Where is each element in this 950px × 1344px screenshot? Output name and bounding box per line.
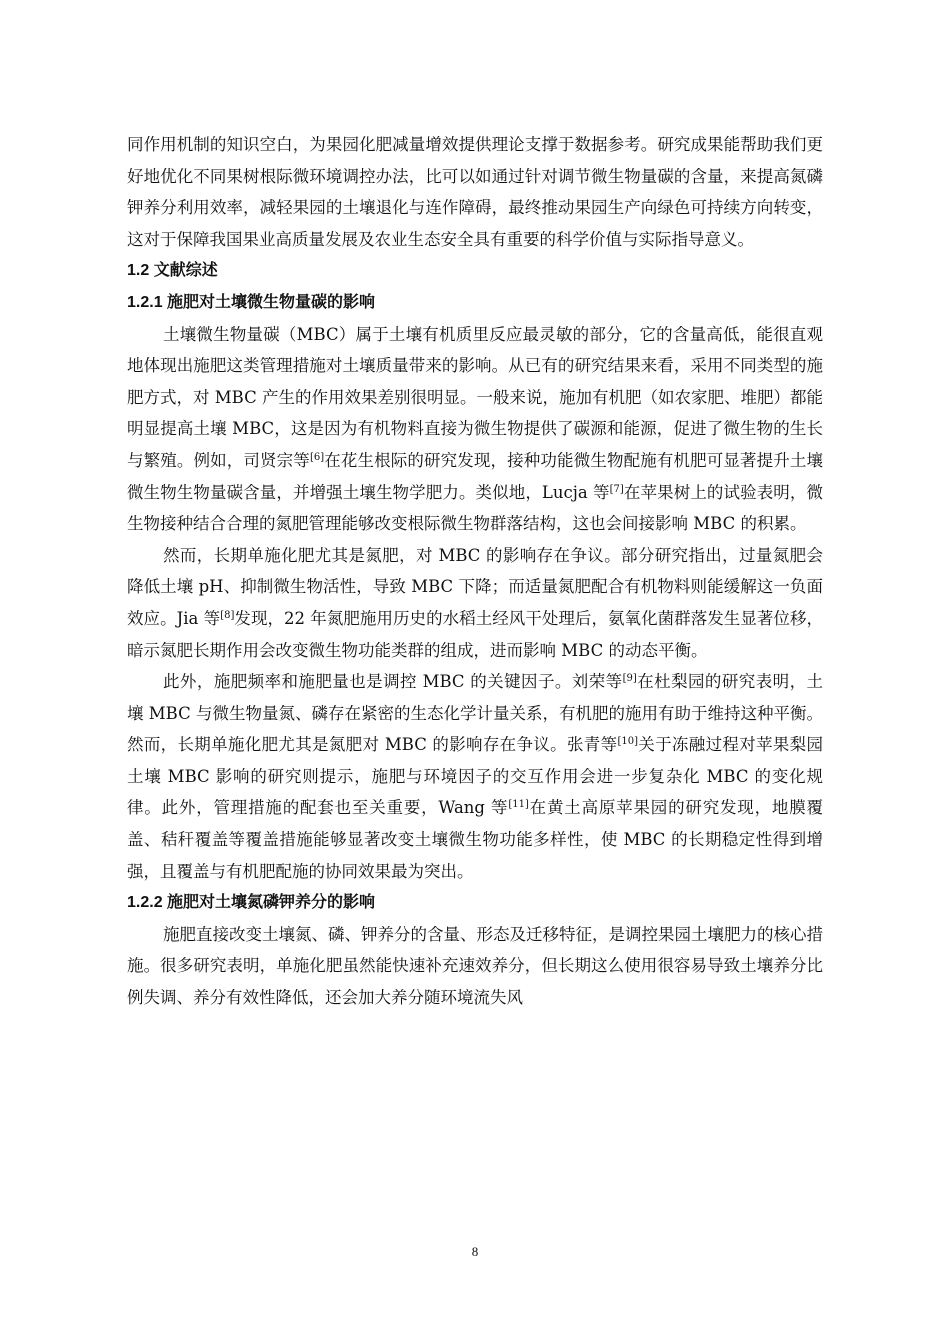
- paragraph-text: 此外，施肥频率和施肥量也是调控 MBC 的关键因子。刘荣等: [163, 672, 623, 692]
- paragraph-text: 同作用机制的知识空白，为果园化肥减量增效提供理论支撑于数据参考。研究成果能帮助我们更好地优化不同果树根际微环境调控办法，比可以如通过针对调节微生物量碳的含量，来提高氮磷钾养分利用效率，减轻果园的土壤退化与连作障碍，最终推动果园生产向绿色可持续方向转变，这对于保障我国果业高质量发展及农业生态安全具有重要的科学价值与实际指导意义。: [127, 135, 823, 249]
- paragraph-text: 在苹果树上的试验表明，微生物接种结合合理的氮肥管理能够改变根际微生物群落结构，这也会间接影响 MBC 的积累。: [127, 482, 823, 534]
- body-paragraph: [127, 319, 823, 540]
- page-number: 8: [471, 1244, 479, 1259]
- section-heading: 1.2.2 施肥对土壤氮磷钾养分的影响: [127, 894, 376, 912]
- paragraph-text: 在杜梨园的研究表明，土壤 MBC 与微生物量氮、磷存在紧密的生态化学计量关系，有机肥的施用有助于维持这种平衡。然而，长期单施化肥尤其是氮肥对 MBC 的影响存在争议。张青等: [127, 672, 824, 755]
- body-paragraph: [127, 919, 823, 1014]
- paragraph-text: 关于冻融过程对苹果梨园土壤 MBC 影响的研究则提示，施肥与环境因子的交互作用会进一步复杂化 MBC 的变化规律。此外，管理措施的配套也至关重要，Wang 等: [127, 735, 823, 818]
- section-heading: 1.2.1 施肥对土壤微生物量碳的影响: [127, 293, 376, 311]
- paragraph-text: 在花生根际的研究发现，接种功能微生物配施有机肥可显著提升土壤微生物生物量碳含量，并增强土壤生物学肥力。类似地，Lucja 等: [127, 450, 824, 502]
- citation-reference: [6]: [309, 451, 325, 463]
- citation-reference: [10]: [617, 736, 638, 748]
- citation-reference: [7]: [609, 483, 624, 495]
- paragraph-text: 发现，22 年氮肥施用历史的水稻土经风干处理后，氨氧化菌群落发生显著位移，暗示氮肥长期作用会改变微生物功能类群的组成，进而影响 MBC 的动态平衡。: [127, 608, 823, 660]
- body-paragraph: [127, 666, 823, 887]
- paragraph-text: 然而，长期单施化肥尤其是氮肥，对 MBC 的影响存在争议。部分研究指出，过量氮肥会降低土壤 pH、抑制微生物活性，导致 MBC 下降；而适量氮肥配合有机物料则能缓解这一负面效应。Jia 等: [127, 545, 823, 628]
- body-paragraph: [127, 129, 823, 255]
- citation-reference: [9]: [622, 673, 637, 685]
- citation-reference: [11]: [508, 799, 529, 811]
- paragraph-text: 土壤微生物量碳（MBC）属于土壤有机质里反应最灵敏的部分，它的含量高低，能很直观地体现出施肥这类管理措施对土壤质量带来的影响。从已有的研究结果来看，采用不同类型的施肥方式，对 MBC 产生的作用效果差别很明显。一般来说，施加有机肥（如农家肥、堆肥）都能明显提高土壤 MBC，这是因为有机物料直接为微生物提供了碳源和能源，促进了微生物的生长与繁殖。例如，司贤宗等: [127, 324, 823, 470]
- body-paragraph: [127, 540, 823, 666]
- page-body: [127, 129, 823, 1014]
- paragraph-text: 施肥直接改变土壤氮、磷、钾养分的含量、形态及迁移特征，是调控果园土壤肥力的核心措施。很多研究表明，单施化肥虽然能快速补充速效养分，但长期这么使用很容易导致土壤养分比例失调、养分有效性降低，还会加大养分随环境流失风: [127, 924, 823, 1008]
- paragraph-text: 在黄土高原苹果园的研究发现，地膜覆盖、秸秆覆盖等覆盖措施能够显著改变土壤微生物功能多样性，使 MBC 的长期稳定性得到增强，且覆盖与有机肥配施的协同效果最为突出。: [127, 798, 824, 881]
- section-heading: 1.2 文献综述: [127, 262, 218, 280]
- citation-reference: [8]: [220, 609, 235, 621]
